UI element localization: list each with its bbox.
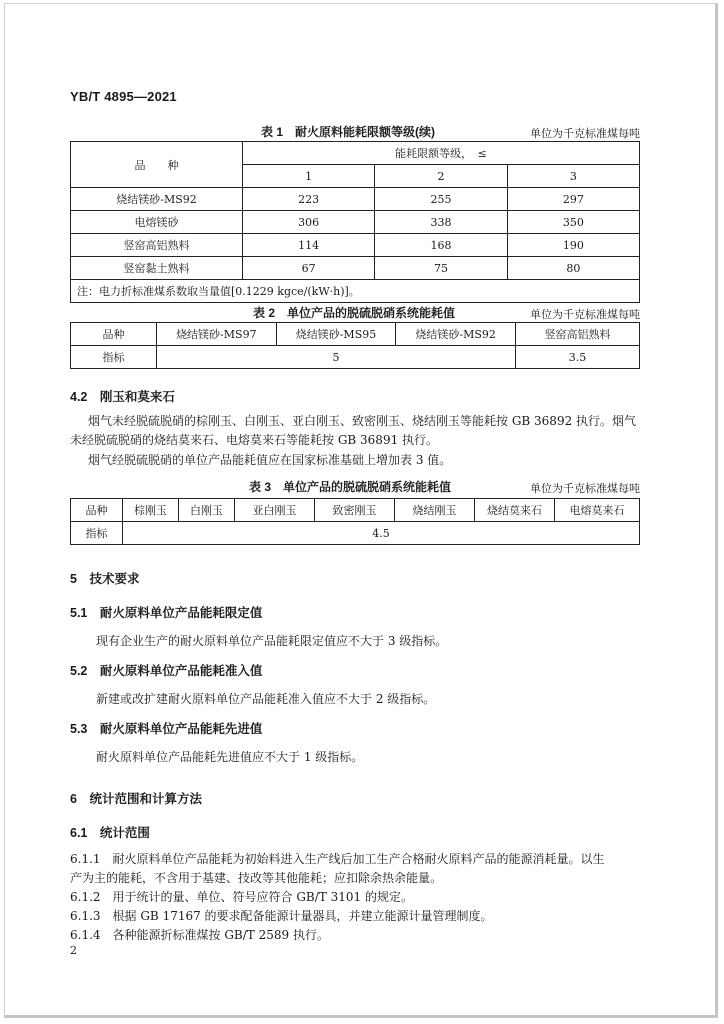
table1-header-row [71, 142, 640, 165]
s53-text: 耐火原料单位产品能耗先进值应不大于 1 级指标。 [96, 750, 364, 764]
table3-col: 烧结莫来石 [475, 499, 555, 522]
table1-level: 3 [507, 165, 639, 188]
table1-cell: 190 [507, 234, 639, 257]
table2-unit: 单位为千克标准煤每吨 [530, 308, 640, 321]
table2-col: 烧结镁砂-MS92 [396, 323, 516, 346]
table1-cell: 255 [375, 188, 507, 211]
s51-text: 现有企业生产的耐火原料单位产品能耗限定值应不大于 3 级指标。 [96, 634, 448, 648]
table2-merged-value: 5 [157, 346, 516, 369]
section-5-1-title: 5.1 耐火原料单位产品能耗限定值 [70, 606, 263, 620]
table3 [70, 498, 640, 545]
table3-value: 4.5 [123, 522, 640, 545]
page-number: 2 [70, 944, 77, 957]
table1 [70, 141, 640, 303]
s614-text: 6.1.4 各种能源折标准煤按 GB/T 2589 执行。 [70, 928, 329, 942]
section-5-3-title: 5.3 耐火原料单位产品能耗先进值 [70, 722, 263, 736]
table1-cell: 114 [243, 234, 375, 257]
table1-header-group: 能耗限额等级， ≤ [243, 142, 640, 165]
table1-note-row [71, 280, 640, 303]
s42-paragraph-2: 烟气经脱硫脱硝的单位产品能耗值应在国家标准基础上增加表 3 值。 [88, 453, 452, 467]
table1-cell: 168 [375, 234, 507, 257]
table-row [71, 346, 640, 369]
table2-col: 烧结镁砂-MS97 [157, 323, 277, 346]
s52-text: 新建或改扩建耐火原料单位产品能耗准入值应不大于 2 级指标。 [96, 692, 436, 706]
table3-header-index: 指标 [71, 522, 123, 545]
table-row [71, 522, 640, 545]
table3-col: 烧结刚玉 [395, 499, 475, 522]
table2-caption: 表 2 单位产品的脱硫脱硝系统能耗值 [253, 306, 456, 320]
table1-level: 1 [243, 165, 375, 188]
section-5-title: 5 技术要求 [70, 572, 140, 586]
table1-cell: 67 [243, 257, 375, 280]
table3-caption: 表 3 单位产品的脱硫脱硝系统能耗值 [249, 480, 452, 494]
s611-text-a: 6.1.1 耐火原料单位产品能耗为初始料进入生产线后加工生产合格耐火原料产品的能源消耗量。以生 [70, 852, 605, 866]
table1-cell: 350 [507, 211, 639, 234]
table1-cell-name: 烧结镁砂-MS92 [71, 188, 243, 211]
table1-unit: 单位为千克标准煤每吨 [530, 127, 640, 140]
table1-cell-name: 竖窑高铝熟料 [71, 234, 243, 257]
table3-col: 致密刚玉 [315, 499, 395, 522]
table1-caption: 表 1 耐火原料能耗限额等级(续) [261, 125, 436, 139]
standard-code: YB/T 4895—2021 [70, 89, 177, 104]
table2-header-index: 指标 [71, 346, 157, 369]
table3-col: 棕刚玉 [123, 499, 179, 522]
section-5-2-title: 5.2 耐火原料单位产品能耗准入值 [70, 664, 263, 678]
table2-last-value: 3.5 [516, 346, 640, 369]
table1-cell-name: 电熔镁砂 [71, 211, 243, 234]
table-row [71, 211, 640, 234]
table1-cell: 306 [243, 211, 375, 234]
table1-cell: 338 [375, 211, 507, 234]
table2-header-row [71, 323, 640, 346]
table3-header-row [71, 499, 640, 522]
table1-cell: 297 [507, 188, 639, 211]
table2-col: 烧结镁砂-MS95 [276, 323, 396, 346]
table1-cell: 223 [243, 188, 375, 211]
s611-text-b: 产为主的能耗，不含用于基建、技改等其他能耗；应扣除余热余能量。 [70, 871, 443, 885]
table-row [71, 257, 640, 280]
table1-level: 2 [375, 165, 507, 188]
table2-col: 竖窑高铝熟料 [516, 323, 640, 346]
table3-header-variety: 品种 [71, 499, 123, 522]
s612-text: 6.1.2 用于统计的量、单位、符号应符合 GB/T 3101 的规定。 [70, 890, 413, 904]
section-6-1-title: 6.1 统计范围 [70, 826, 150, 840]
table1-cell: 75 [375, 257, 507, 280]
table1-cell: 80 [507, 257, 639, 280]
table2 [70, 322, 640, 369]
s613-text: 6.1.3 根据 GB 17167 的要求配备能源计量器具，并建立能源计量管理制度。 [70, 909, 493, 923]
table1-note: 注：电力折标准煤系数取当量值[0.1229 kgce/(kW·h)]。 [71, 280, 640, 303]
table-row [71, 188, 640, 211]
table1-header-variety: 品 种 [71, 142, 243, 188]
section-4-2-title: 4.2 刚玉和莫来石 [70, 390, 175, 404]
table3-unit: 单位为千克标准煤每吨 [530, 482, 640, 495]
table-row [71, 234, 640, 257]
table3-col: 白刚玉 [179, 499, 235, 522]
s42-paragraph-1b: 未经脱硫脱硝的烧结莫来石、电熔莫来石等能耗按 GB 36891 执行。 [70, 433, 439, 447]
table3-col: 电熔莫来石 [555, 499, 640, 522]
table2-header-variety: 品种 [71, 323, 157, 346]
s42-paragraph-1a: 烟气未经脱硫脱硝的棕刚玉、白刚玉、亚白刚玉、致密刚玉、烧结刚玉等能耗按 GB 36892 执行。烟气 [88, 414, 637, 428]
table3-col: 亚白刚玉 [235, 499, 315, 522]
table1-cell-name: 竖窑黏土熟料 [71, 257, 243, 280]
section-6-title: 6 统计范围和计算方法 [70, 792, 202, 806]
